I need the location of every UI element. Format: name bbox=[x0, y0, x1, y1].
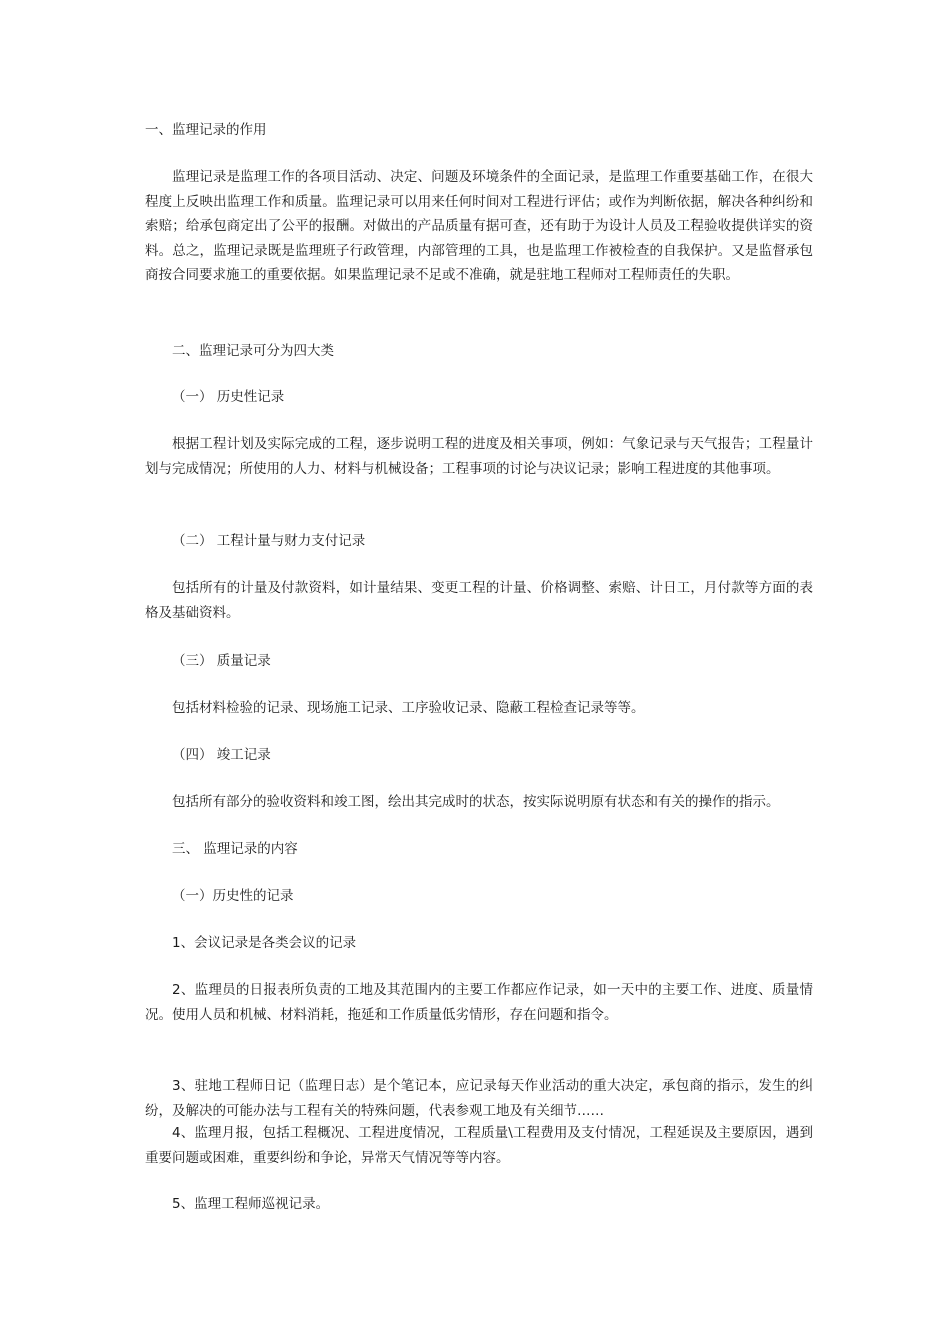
paragraph-measurement: 包括所有的计量及付款资料，如计量结果、变更工程的计量、价格调整、索赔、计日工，月付款等方面的表格及基础资料。 bbox=[145, 580, 813, 621]
section-heading-2: 二、监理记录可分为四大类 bbox=[172, 343, 334, 359]
list-item-meeting: 1、会议记录是各类会议的记录 bbox=[172, 935, 357, 951]
list-item-monthly-report: 4、监理月报，包括工程概况、工程进度情况，工程质量\工程费用及支付情况，工程延误及主要原因，遇到重要问题或困难，重要纠纷和争论，异常天气情况等等内容。 bbox=[145, 1125, 813, 1166]
subheading-completion: （四） 竣工记录 bbox=[172, 747, 271, 763]
subheading-measurement: （二） 工程计量与财力支付记录 bbox=[172, 533, 366, 549]
section-heading-3: 三、 监理记录的内容 bbox=[172, 841, 298, 857]
paragraph-quality: 包括材料检验的记录、现场施工记录、工序验收记录、隐蔽工程检查记录等等。 bbox=[172, 700, 645, 716]
list-item-inspection: 5、监理工程师巡视记录。 bbox=[172, 1196, 330, 1212]
subheading-historical-records: （一）历史性的记录 bbox=[172, 888, 294, 904]
subheading-historical: （一） 历史性记录 bbox=[172, 389, 285, 405]
list-item-engineer-diary: 3、驻地工程师日记（监理日志）是个笔记本，应记录每天作业活动的重大决定，承包商的指示，发生的纠纷，及解决的可能办法与工程有关的特殊问题，代表参观工地及有关细节…… bbox=[145, 1078, 813, 1119]
section-heading-1: 一、监理记录的作用 bbox=[145, 122, 267, 138]
paragraph-historical: 根据工程计划及实际完成的工程，逐步说明工程的进度及相关事项，例如：气象记录与天气报告；工程量计划与完成情况；所使用的人力、材料与机械设备；工程事项的讨论与决议记录；影响工程进度的其他事项。 bbox=[145, 436, 813, 477]
list-item-daily-report: 2、监理员的日报表所负责的工地及其范围内的主要工作都应作记录，如一天中的主要工作、进度、质量情况。使用人员和机械、材料消耗，拖延和工作质量低劣情形，存在问题和指令。 bbox=[145, 982, 813, 1023]
paragraph-completion: 包括所有部分的验收资料和竣工图，绘出其完成时的状态，按实际说明原有状态和有关的操作的指示。 bbox=[172, 794, 780, 810]
subheading-quality: （三） 质量记录 bbox=[172, 653, 271, 669]
paragraph-purpose: 监理记录是监理工作的各项目活动、决定、问题及环境条件的全面记录，是监理工作重要基础工作，在很大程度上反映出监理工作和质量。监理记录可以用来任何时间对工程进行评估；或作为判断依据，解决各种纠纷和索赔；给承包商定出了公平的报酬。对做出的产品质量有据可查，还有助于为设计人员及工程验收提供详实的资料。总之，监理记录既是监理班子行政管理，内部管理的工具，也是监理工作被检查的自我保护。又是监督承包商按合同要求施工的重要依据。如果监理记录不足或不准确，就是驻地工程师对工程师责任的失职。 bbox=[145, 169, 813, 283]
